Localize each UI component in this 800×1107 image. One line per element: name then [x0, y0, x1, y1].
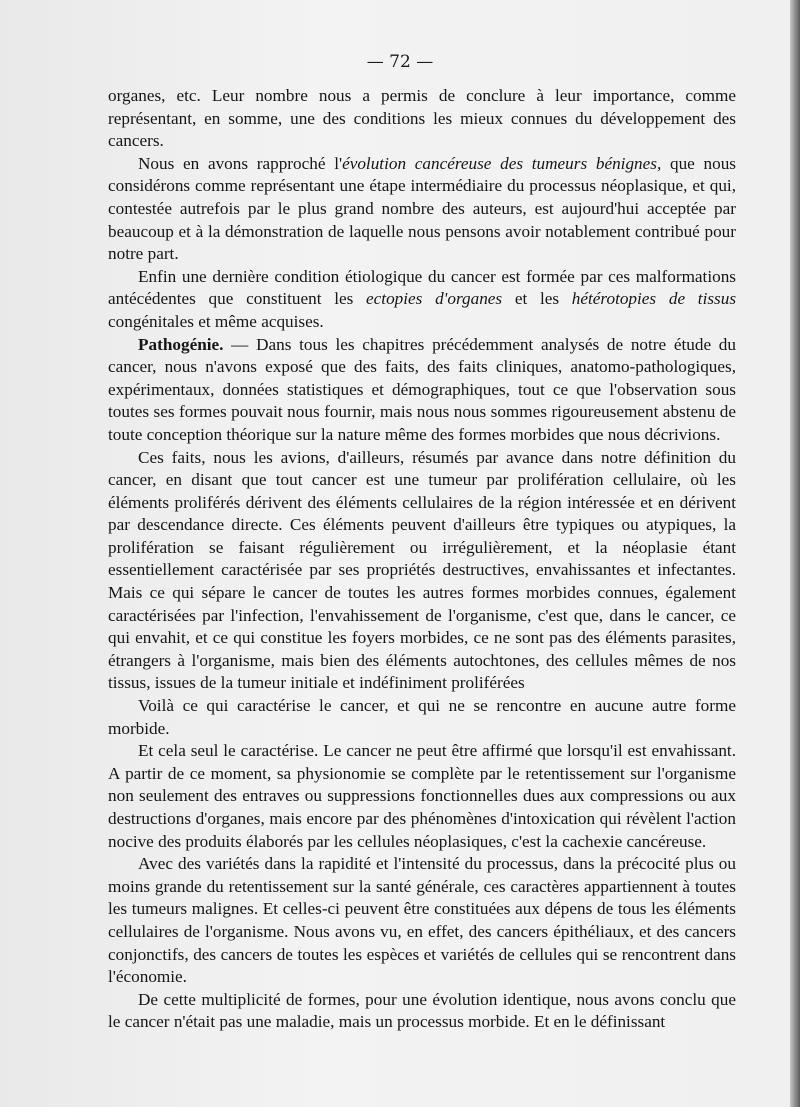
paragraph: [108, 153, 736, 266]
page-edge-shadow: [790, 0, 800, 1107]
paragraph: [108, 447, 736, 696]
text-run: Enfin une dernière condition étiologique du cancer est formée par ces malformations antécédentes que constituent les: [108, 266, 736, 309]
italic-run: ectopies d'organes: [366, 289, 503, 309]
text-run: Voilà ce qui caractérise le cancer, et qui ne se rencontre en aucune autre forme morbide.: [108, 696, 736, 738]
paragraph: [108, 989, 736, 1034]
body-text: [108, 85, 736, 1034]
text-run: que nous considérons comme représentant une étape intermédiaire du processus néoplasique, et qui, contestée autrefois par le plus grand nombre des auteurs, est aujourd'hui acceptée par beaucoup et à la démonstration de laquelle nous pensons avoir notablement contribué pour notre part.: [108, 153, 736, 264]
paragraph: [108, 695, 736, 740]
text-run: congénitales et même acquises.: [108, 311, 324, 331]
text-run: Et cela seul le caractérise. Le cancer ne peut être affirmé que lorsqu'il est envahissant. A partir de ce moment, sa physionomie se complète par le retentissement sur l'organisme non seulement des entraves ou suppressions fonctionnelles dues aux compressions ou aux destructions d'organes, mais encore par des phénomènes d'intoxication qui révèlent l'action nocive des produits élaborés par les cellules néoplasiques, c'est la cachexie cancéreuse.: [108, 741, 736, 851]
text-run: et les: [502, 289, 572, 309]
paragraph: [108, 266, 736, 334]
section-heading: Pathogénie.: [138, 334, 224, 354]
paragraph: [108, 853, 736, 989]
text-run: De cette multiplicité de formes, pour une évolution identique, nous avons conclu que le cancer n'était pas une maladie, mais un processus morbide. Et en le définissant: [108, 989, 736, 1032]
paragraph: [108, 334, 736, 447]
italic-run: évolution cancéreuse des tumeurs bénignes,: [342, 153, 662, 173]
page-number: — 72 —: [366, 52, 434, 72]
text-run: Nous en avons rapproché l': [138, 153, 343, 173]
text-run: Avec des variétés dans la rapidité et l'intensité du processus, dans la précocité plus ou moins grande du retentissement sur la santé générale, ces caractères appartiennent à toutes les tumeurs malignes. Et celles-ci peuvent être constituées aux dépens de tous les éléments cellulaires de l'organisme. Nous avons vu, en effet, des cancers épithéliaux, et des cancers conjonctifs, des cancers de toutes les espèces et variétés de cellules qui se rencontrent dans l'économie.: [108, 854, 736, 987]
paragraph: [108, 740, 736, 853]
text-run: — Dans tous les chapitres précédemment analysés de notre étude du cancer, nous n'avons exposé que des faits, des faits cliniques, anatomo-pathologiques, expérimentaux, données statistiques et démographiques, tout ce que l'observation sous toutes ses formes pouvait nous fournir, mais nous nous sommes rigoureusement abstenu de toute conception théorique sur la nature même des formes morbides que nous décrivions.: [108, 334, 736, 444]
paragraph: [108, 85, 736, 153]
text-run: organes, etc. Leur nombre nous a permis de conclure à leur importance, comme représentant, en somme, une des conditions les mieux connues du développement des cancers.: [108, 86, 736, 151]
italic-run: hétérotopies de tissus: [571, 289, 737, 309]
text-run: Ces faits, nous les avions, d'ailleurs, résumés par avance dans notre définition du cancer, en disant que tout cancer est une tumeur par prolifération cellulaire, où les éléments proliférés dérivent des éléments cellulaires de la région intéressée et en dérivent par descendance directe. Ces éléments peuvent d'ailleurs être typiques ou atypiques, la prolifération se faisant régulièrement ou irrégulièrement, et la néoplasie étant essentiellement caractérisée par ses propriétés destructives, envahissantes et infectantes. Mais ce qui sépare le cancer de toutes les autres formes morbides connues, également caractérisées par l'infection, l'envahissement de l'organisme, c'est que, dans le cancer, ce qui envahit, et ce qui constitue les foyers morbides, ce ne sont pas des éléments parasites, étrangers à l'organisme, mais bien des éléments autochtones, des cellules mêmes de nos tissus, issues de la tumeur initiale et indéfiniment proliférées: [108, 447, 736, 693]
